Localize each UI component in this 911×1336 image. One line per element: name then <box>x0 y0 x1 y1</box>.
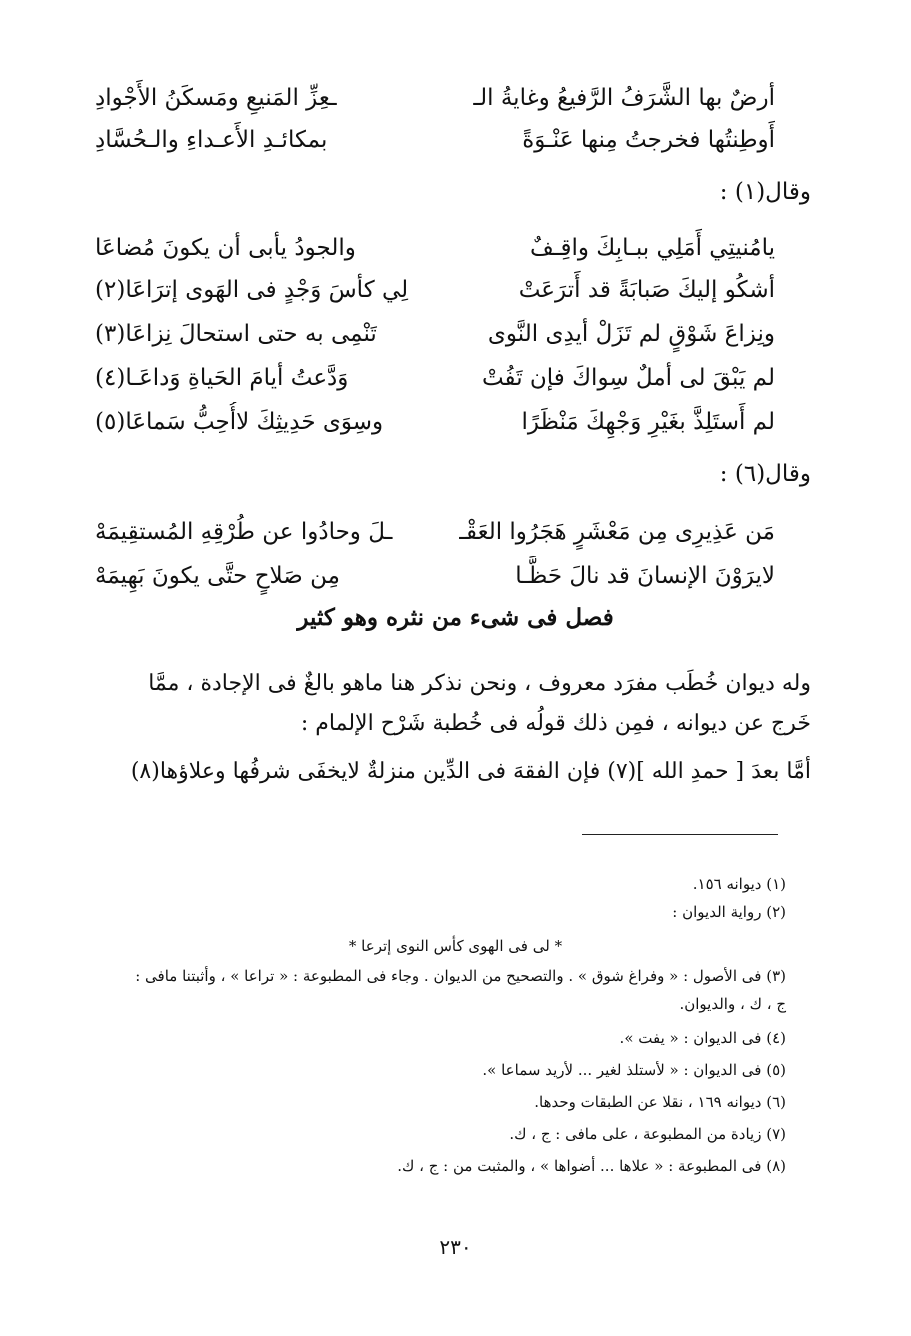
verse-line <box>95 402 775 442</box>
hemistich-right: ونِزاعَ شَوْقٍ لم تَزَلْ أيدِى النَّوى <box>487 321 775 347</box>
hemistich-right: يامُنيتِي أَمَلِي ببـابِكَ واقِـفٌ <box>529 235 775 261</box>
footnote-quote: * لى فى الهوى كأس النوى إترعا * <box>348 937 563 955</box>
hemistich-right: أشكُو إليكَ صَبابَةً قد أَترَعَتْ <box>518 277 775 303</box>
poem-intro: وقال(٦) : <box>719 461 811 487</box>
hemistich-right: أرضٌ بها الشَّرَفُ الرَّفيعُ وغايةُ الـ <box>473 85 775 111</box>
footnote: (٨) فى المطبوعة : « علاها ... أضواها » ، والمثبت من : ج ، ك. <box>397 1157 786 1175</box>
hemistich-left: وَدَّعتُ أيامَ الحَياةِ وَداعَـا(٤) <box>95 365 349 391</box>
hemistich-left: لِي كأسَ وَجْدٍ فى الهَوى إترَاعَا(٢) <box>95 277 409 303</box>
verse-line <box>95 270 775 310</box>
verse-line <box>95 556 775 596</box>
footnote: (٤) فى الديوان : « يفت ». <box>619 1029 786 1047</box>
hemistich-right: لايرَوْنَ الإنسانَ قد نالَ حَظًّـا <box>515 563 775 589</box>
verse-line <box>95 78 775 118</box>
page-number: ٢٣٠ <box>439 1235 472 1259</box>
hemistich-left: بمكائـدِ الأَعـداءِ والـحُسَّادِ <box>95 127 328 153</box>
hemistich-left: مِن صَلاحٍ حتَّى يكونَ بَهِيمَهْ <box>95 563 340 589</box>
section-heading: فصل فى شىء من نثره وهو كثير <box>297 604 614 631</box>
prose-line: وله ديوان خُطَب مفرَد معروف ، ونحن نذكر هنا ماهو بالغٌ فى الإجادة ، ممَّا <box>148 671 811 696</box>
hemistich-left: ـلَ وحادُوا عن طُرْقِهِ المُستقِيمَهْ <box>95 519 393 545</box>
footnote: (٥) فى الديوان : « لأستلذ لغير ... لأريد سماعا ». <box>482 1061 786 1079</box>
verse-line <box>95 512 775 552</box>
verse-line <box>95 358 775 398</box>
hemistich-right: مَن عَذِيرِى مِن مَعْشَرٍ هَجَرُوا العَقْـ <box>459 519 775 545</box>
footnote: (٣) فى الأصول : « وفراغ شوق » . والتصحيح من الديوان . وجاء فى المطبوعة : « تراعا » ، وأثبتنا مافى : <box>135 967 786 985</box>
footnote: (٧) زيادة من المطبوعة ، على مافى : ج ، ك. <box>509 1125 786 1143</box>
hemistich-left: ـعِزِّ المَنيعِ ومَسكَنُ الأَجْوادِ <box>95 85 337 111</box>
verse-line <box>95 120 775 160</box>
footnote: (١) ديوانه ١٥٦. <box>692 875 786 893</box>
footnote: (٦) ديوانه ١٦٩ ، نقلا عن الطبقات وحدها. <box>534 1093 786 1111</box>
hemistich-left: وسِوَى حَدِيثِكَ لاأُحِبُّ سَماعَا(٥) <box>95 409 384 435</box>
prose-line: خَرج عن ديوانه ، فمِن ذلك قولُه فى خُطبة شَرْح الإلمام : <box>300 711 811 736</box>
verse-line <box>95 314 775 354</box>
footnote-separator <box>582 834 778 835</box>
hemistich-left: والجودُ يأبى أن يكونَ مُضاعَا <box>95 235 356 261</box>
prose-line: أمَّا بعدَ [ حمدِ الله ](٧) فإن الفقهَ فى الدِّين منزلةٌ لايخفَى شرفُها وعلاؤها(٨) <box>130 759 811 784</box>
hemistich-left: تَنْمِى به حتى استحالَ نِزاعَا(٣) <box>95 321 377 347</box>
hemistich-right: لم أَستَلِذَّ بغَيْرِ وَجْهِكَ مَنْظَرًا <box>521 409 775 435</box>
poem-intro: وقال(١) : <box>719 179 811 205</box>
hemistich-right: لم يَبْقَ لى أملٌ سِواكَ فإن تَفُتْ <box>481 365 775 391</box>
footnote-continuation: ج ، ك ، والديوان. <box>679 995 786 1013</box>
footnote: (٢) رواية الديوان : <box>672 903 786 921</box>
hemistich-right: أَوطِنتُها فخرجتُ مِنها عَنْـوَةً <box>522 127 775 153</box>
verse-line <box>95 228 775 268</box>
